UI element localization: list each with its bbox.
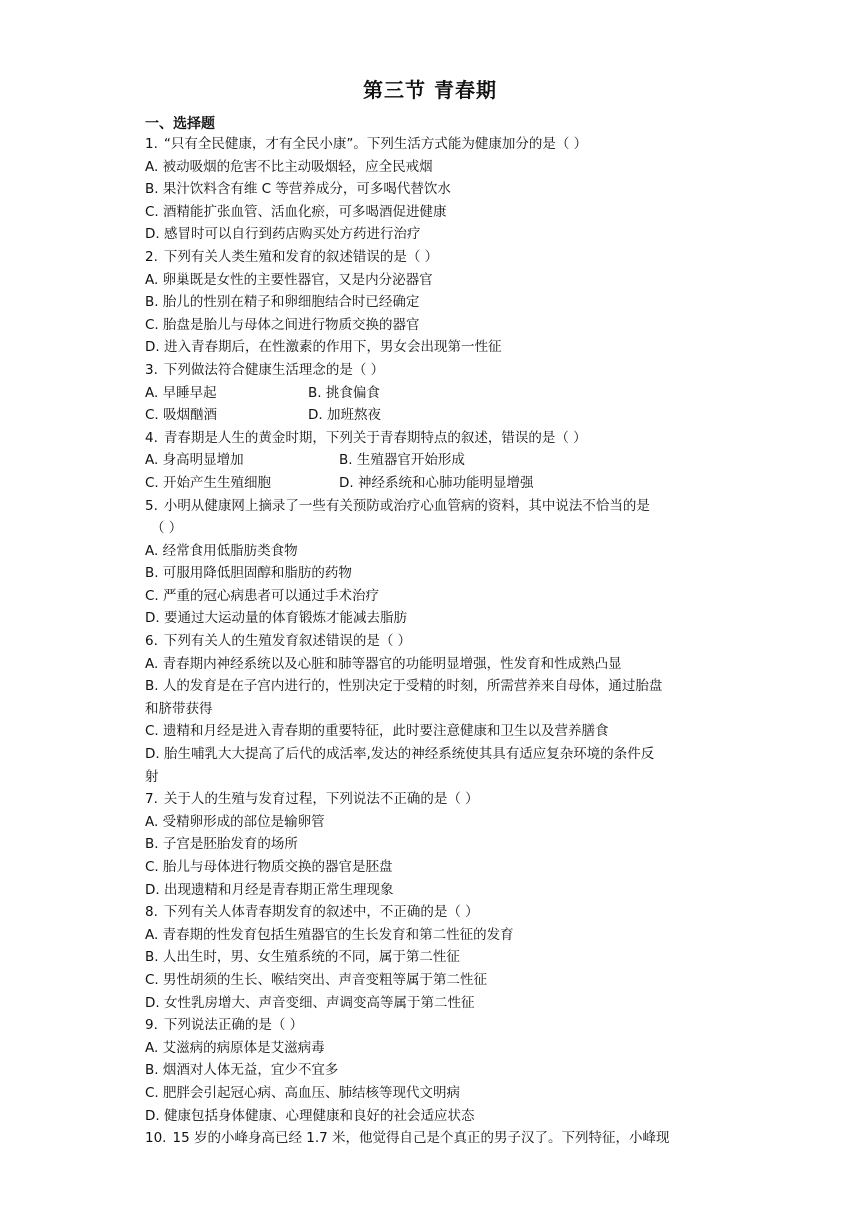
question-9-option-d: D. 健康包括身体健康、心理健康和良好的社会适应状态 — [145, 1107, 475, 1124]
question-6-option-d-continued: 射 — [145, 768, 159, 785]
question-3-option-b: B. 挑食偏食 — [308, 384, 380, 401]
question-8-option-b: B. 人出生时，男、女生殖系统的不同，属于第二性征 — [145, 949, 460, 966]
question-5-option-b: B. 可服用降低胆固醇和脂肪的药物 — [145, 565, 352, 582]
question-text: 15 岁的小峰身高已经 1.7 米，他觉得自己是个真正的男子汉了。下列特征，小峰现 — [172, 1130, 670, 1147]
question-6-option-b-continued: 和脐带获得 — [145, 700, 213, 717]
question-6-option-c: C. 遗精和月经是进入青春期的重要特征，此时要注意健康和卫生以及营养膳食 — [145, 723, 609, 740]
question-number: 3. — [145, 361, 158, 378]
question-4-options-row-1 — [145, 449, 720, 472]
question-9-option-b: B. 烟酒对人体无益，宜少不宜多 — [145, 1062, 339, 1079]
question-7-stem — [145, 788, 720, 811]
question-9-stem — [145, 1014, 720, 1037]
question-4-option-b: B. 生殖器官开始形成 — [339, 452, 465, 469]
question-4-stem — [145, 427, 720, 450]
question-3-stem — [145, 359, 720, 382]
question-4-option-d: D. 神经系统和心肺功能明显增强 — [339, 474, 534, 491]
section-heading: 一、选择题 — [145, 116, 215, 132]
question-3-options-row-2 — [145, 404, 720, 427]
question-number: 6. — [145, 633, 158, 650]
question-5-option-a: A. 经常食用低脂肪类食物 — [145, 542, 298, 559]
question-9-option-a: A. 艾滋病的病原体是艾滋病毒 — [145, 1039, 325, 1056]
question-number: 4. — [145, 429, 158, 446]
question-1-stem — [145, 133, 720, 156]
question-8-option-a: A. 青春期的性发育包括生殖器官的生长发育和第二性征的发育 — [145, 926, 514, 943]
question-text: 青春期是人生的黄金时期，下列关于青春期特点的叙述，错误的是（ ） — [163, 429, 587, 446]
question-number: 8. — [145, 904, 158, 921]
question-7-option-b: B. 子宫是胚胎发育的场所 — [145, 836, 298, 853]
question-5-option-c: C. 严重的冠心病患者可以通过手术治疗 — [145, 587, 380, 604]
question-6-option-d: D. 胎生哺乳大大提高了后代的成活率,发达的神经系统使其具有适应复杂环境的条件反 — [145, 746, 655, 763]
question-5-stem — [145, 495, 720, 518]
question-number: 10. — [145, 1130, 167, 1147]
question-1-option-b: B. 果汁饮料含有维 C 等营养成分，可多喝代替饮水 — [145, 181, 451, 198]
question-4-options-row-2 — [145, 472, 720, 495]
question-text: “只有全民健康，才有全民小康”。下列生活方式能为健康加分的是（ ） — [163, 136, 588, 152]
question-number: 7. — [145, 791, 158, 808]
question-number: 9. — [145, 1017, 158, 1034]
question-7-option-a: A. 受精卵形成的部位是输卵管 — [145, 813, 325, 830]
question-list — [145, 133, 720, 1150]
question-text: 关于人的生殖与发育过程，下列说法不正确的是（ ） — [163, 791, 479, 808]
question-2-option-b: B. 胎儿的性别在精子和卵细胞结合时已经确定 — [145, 294, 420, 311]
question-3-options-row-1 — [145, 382, 720, 405]
question-text: 下列有关人的生殖发育叙述错误的是（ ） — [163, 633, 412, 650]
question-3-option-c: C. 吸烟酗酒 — [145, 407, 218, 424]
question-text: 下列有关人体青春期发育的叙述中，不正确的是（ ） — [163, 904, 479, 921]
question-6-stem — [145, 630, 720, 653]
question-number: 1. — [145, 136, 158, 152]
question-number: 2. — [145, 248, 158, 265]
question-number: 5. — [145, 497, 158, 514]
page-title: 第三节 青春期 — [363, 78, 497, 102]
question-5-stem-continued: （ ） — [151, 520, 183, 537]
question-6-option-a: A. 青春期内神经系统以及心脏和肺等器官的功能明显增强，性发育和性成熟凸显 — [145, 655, 622, 672]
question-3-option-a: A. 早睡早起 — [145, 384, 217, 401]
question-8-option-c: C. 男性胡须的生长、喉结突出、声音变粗等属于第二性征 — [145, 971, 488, 988]
question-4-option-c: C. 开始产生生殖细胞 — [145, 474, 272, 491]
question-4-option-a: A. 身高明显增加 — [145, 452, 244, 469]
question-5-option-d: D. 要通过大运动量的体育锻炼才能减去脂肪 — [145, 610, 407, 627]
question-10-stem — [145, 1127, 720, 1150]
question-7-option-d: D. 出现遗精和月经是青春期正常生理现象 — [145, 881, 394, 898]
question-7-option-c: C. 胎儿与母体进行物质交换的器官是胚盘 — [145, 859, 393, 875]
question-2-option-d: D. 进入青春期后，在性激素的作用下，男女会出现第一性征 — [145, 339, 502, 356]
question-text: 下列有关人类生殖和发育的叙述错误的是（ ） — [163, 248, 439, 265]
question-2-option-a: A. 卵巢既是女性的主要性器官，又是内分泌器官 — [145, 271, 433, 288]
question-1-option-c: C. 酒精能扩张血管、活血化瘀，可多喝酒促进健康 — [145, 203, 447, 220]
question-text: 下列说法正确的是（ ） — [163, 1017, 304, 1034]
question-3-option-d: D. 加班熬夜 — [308, 407, 381, 424]
question-2-stem — [145, 246, 720, 269]
question-9-option-c: C. 肥胖会引起冠心病、高血压、肺结核等现代文明病 — [145, 1084, 461, 1101]
question-2-option-c: C. 胎盘是胎儿与母体之间进行物质交换的器官 — [145, 316, 420, 333]
question-6-option-b: B. 人的发育是在子宫内进行的，性别决定于受精的时刻，所需营养来自母体，通过胎盘 — [145, 678, 663, 695]
question-text: 下列做法符合健康生活理念的是（ ） — [163, 361, 385, 378]
question-1-option-a: A. 被动吸烟的危害不比主动吸烟轻，应全民戒烟 — [145, 158, 433, 175]
question-1-option-d: D. 感冒时可以自行到药店购买处方药进行治疗 — [145, 226, 421, 243]
question-text: 小明从健康网上摘录了一些有关预防或治疗心血管病的资料，其中说法不恰当的是 — [163, 497, 650, 514]
question-8-option-d: D. 女性乳房增大、声音变细、声调变高等属于第二性征 — [145, 994, 475, 1011]
question-8-stem — [145, 901, 720, 924]
